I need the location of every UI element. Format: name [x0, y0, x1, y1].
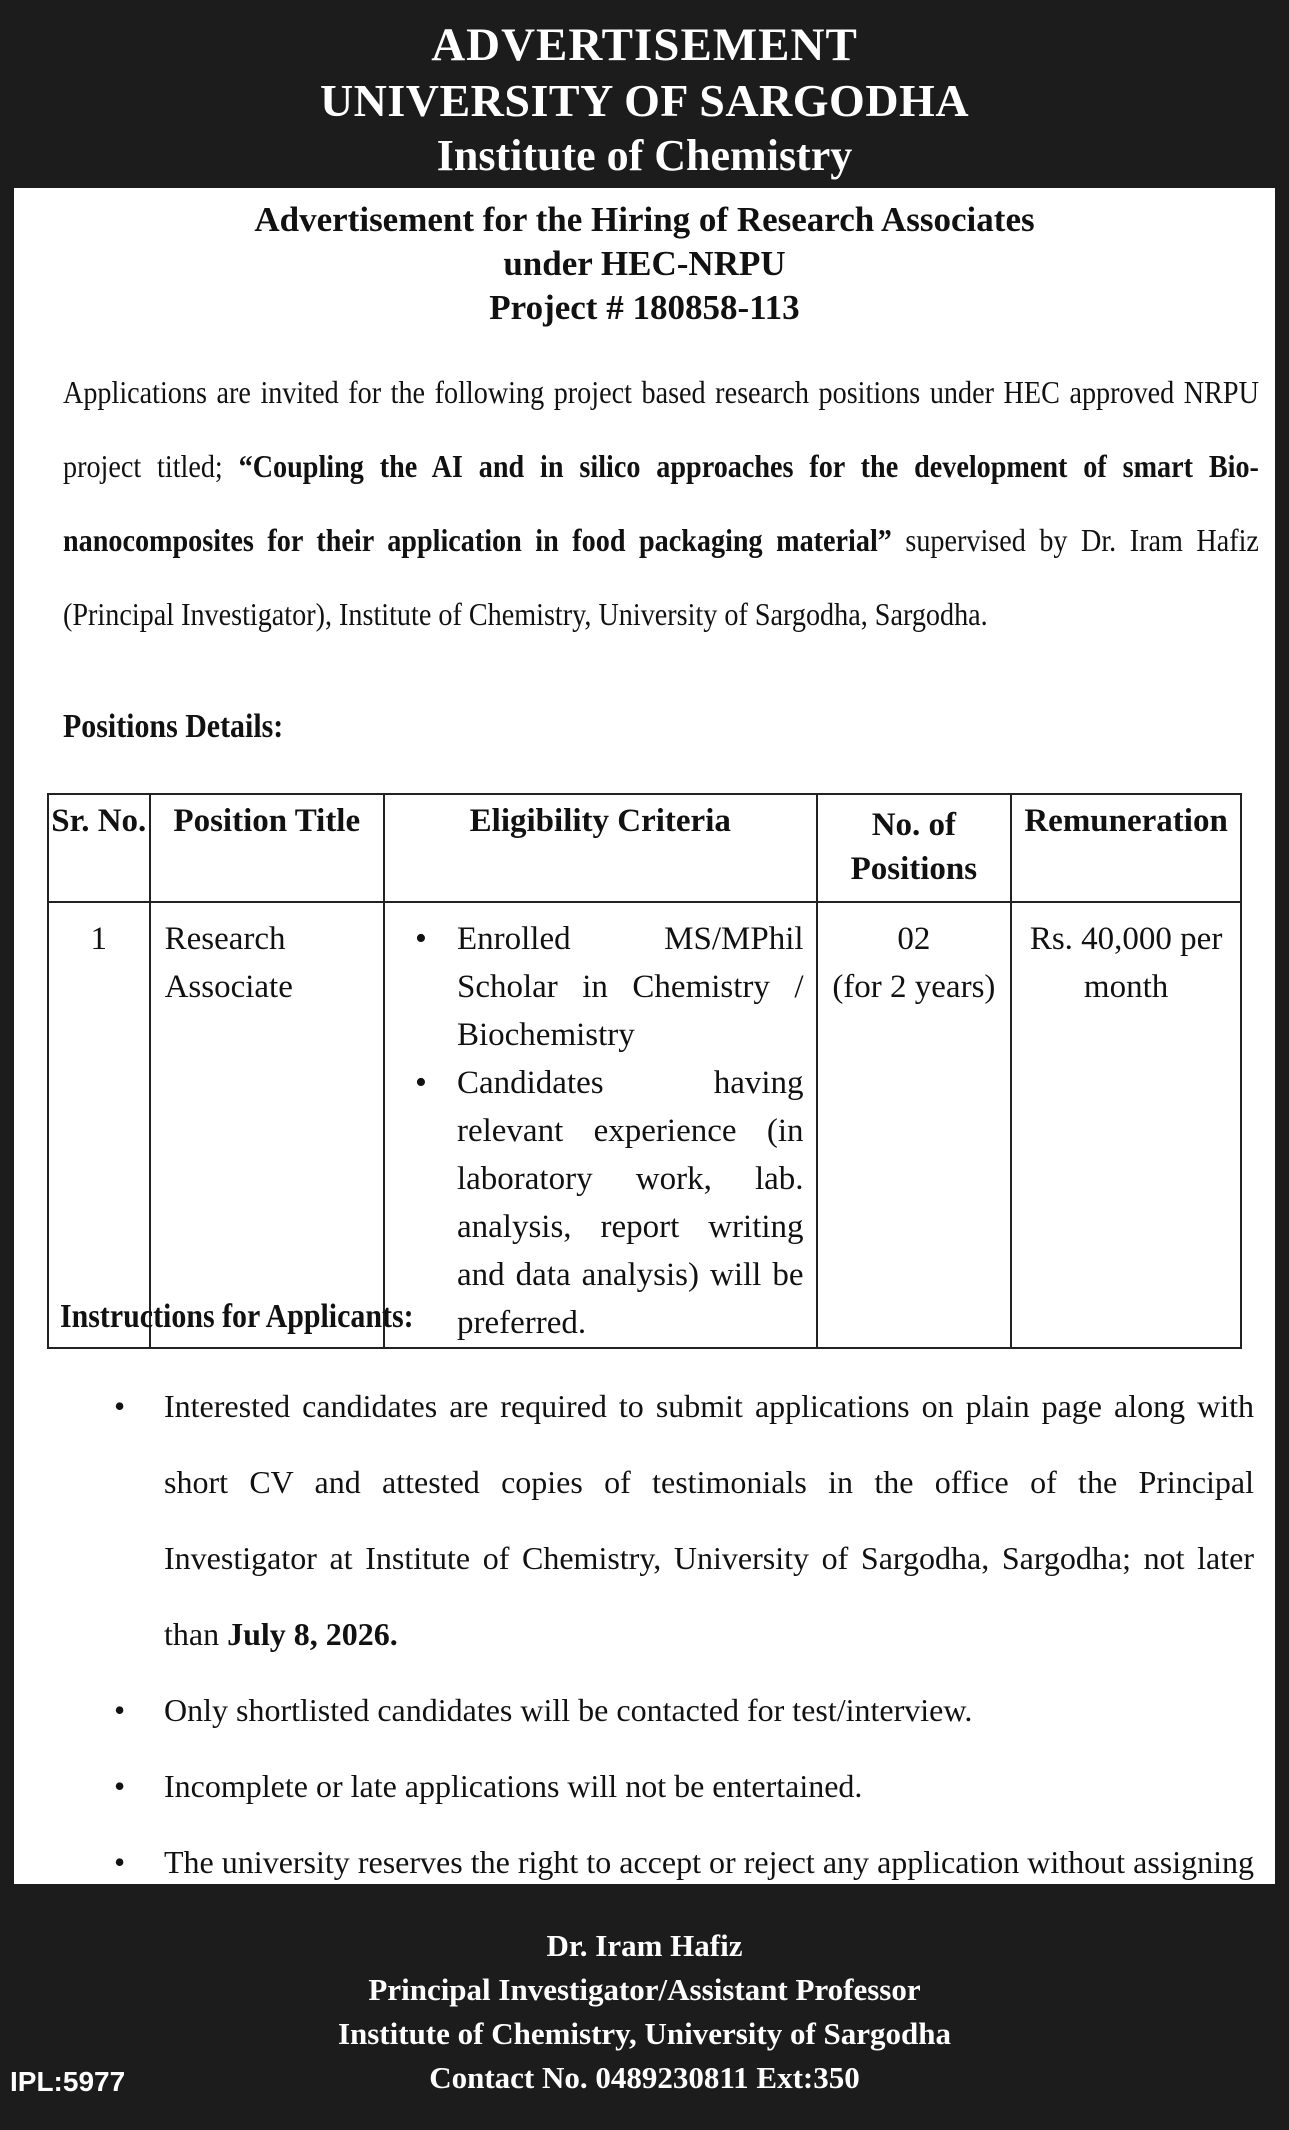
bullet-icon: • [114, 1388, 126, 1424]
col-remuneration: Remuneration [1011, 794, 1241, 902]
positions-heading: Positions Details: [63, 708, 284, 745]
col-no-of-positions [817, 794, 1012, 902]
ipl-number: IPL:5977 [10, 2066, 126, 2097]
table-header-row [48, 794, 1241, 902]
subtitle-project-number: Project # 180858-113 [489, 288, 800, 327]
eligibility-item [407, 915, 804, 1059]
eligibility-item [407, 1059, 804, 1347]
header-university: UNIVERSITY OF SARGODHA [319, 75, 970, 126]
eligibility-text: Candidates having relevant experience (in laboratory work, lab. analysis, report writing and data analysis) will be preferred. [456, 1065, 804, 1341]
eligibility-text: Enrolled MS/MPhil Scholar in Chemistry / Biochemistry [456, 921, 804, 1053]
project-title: “Coupling the AI and in silico approaches for the development of smart Bio-nanocomposites for their application in food packaging material” [63, 448, 1259, 558]
position-title-value: Research Associate [164, 921, 293, 1005]
instruction-text: Incomplete or late applications will not be entertained. [164, 1768, 863, 1804]
subtitle-program: under HEC-NRPU [503, 244, 786, 283]
cell-eligibility [384, 902, 817, 1348]
col-position-title: Position Title [150, 794, 384, 902]
bullet-icon: • [114, 1844, 126, 1880]
application-deadline: July 8, 2026. [227, 1616, 398, 1652]
instruction-item [114, 1748, 1254, 1824]
cell-sr-no [48, 902, 150, 1348]
contact-phone: Contact No. 0489230811 Ext:350 [429, 2060, 860, 2095]
footer-banner [0, 1884, 1289, 2130]
intro-text-before: Applications are invited for the following project based research positions under HEC approved NRPU project titled; [63, 374, 1259, 484]
header-institute: Institute of Chemistry [436, 131, 853, 180]
intro-text-after: supervised by Dr. Iram Hafiz (Principal Investigator), Institute of Chemistry, University of Sargodha, Sargodha. [63, 522, 1259, 632]
remuneration-value: Rs. 40,000 per month [1029, 921, 1223, 1005]
contact-name: Dr. Iram Hafiz [546, 1928, 743, 1963]
cell-remuneration [1011, 902, 1241, 1348]
instruction-text: Only shortlisted candidates will be contacted for test/interview. [164, 1692, 973, 1728]
intro-paragraph [63, 355, 1259, 651]
instructions-heading: Instructions for Applicants: [60, 1298, 414, 1335]
col-sr-no: Sr. No. [48, 794, 150, 902]
positions-count: 02 [897, 921, 931, 957]
header-advertisement: ADVERTISEMENT [431, 19, 858, 71]
instruction-text: Interested candidates are required to submit applications on plain page along with short CV and attested copies of testimonials in the office of the Principal Investigator at Institute of Chemistry, University of Sargodha, Sargodha; not later than [164, 1388, 1254, 1652]
instruction-item [114, 1672, 1254, 1748]
sr-no-value: 1 [90, 921, 108, 957]
cell-no-of-positions [817, 902, 1012, 1348]
bullet-icon: • [414, 1064, 427, 1101]
positions-table [47, 793, 1242, 1349]
advertisement-body [14, 188, 1275, 1884]
table-row [48, 902, 1241, 1348]
bullet-icon: • [114, 1692, 126, 1728]
contact-institute: Institute of Chemistry, University of Sargodha [337, 2016, 952, 2051]
cell-position-title [150, 902, 384, 1348]
instruction-text: The university reserves the right to accept or reject any application without assigning [164, 1844, 1254, 1880]
bullet-icon: • [414, 920, 427, 957]
col-eligibility: Eligibility Criteria [384, 794, 817, 902]
instruction-item [114, 1368, 1254, 1672]
col-no-of-positions-label: No. of Positions [850, 807, 978, 887]
eligibility-list [385, 915, 816, 1347]
subtitle-hiring: Advertisement for the Hiring of Research Associates [254, 200, 1035, 239]
positions-duration: (for 2 years) [832, 969, 996, 1005]
header-banner [0, 0, 1289, 188]
bullet-icon: • [114, 1768, 126, 1804]
contact-designation: Principal Investigator/Assistant Professor [368, 1972, 921, 2007]
